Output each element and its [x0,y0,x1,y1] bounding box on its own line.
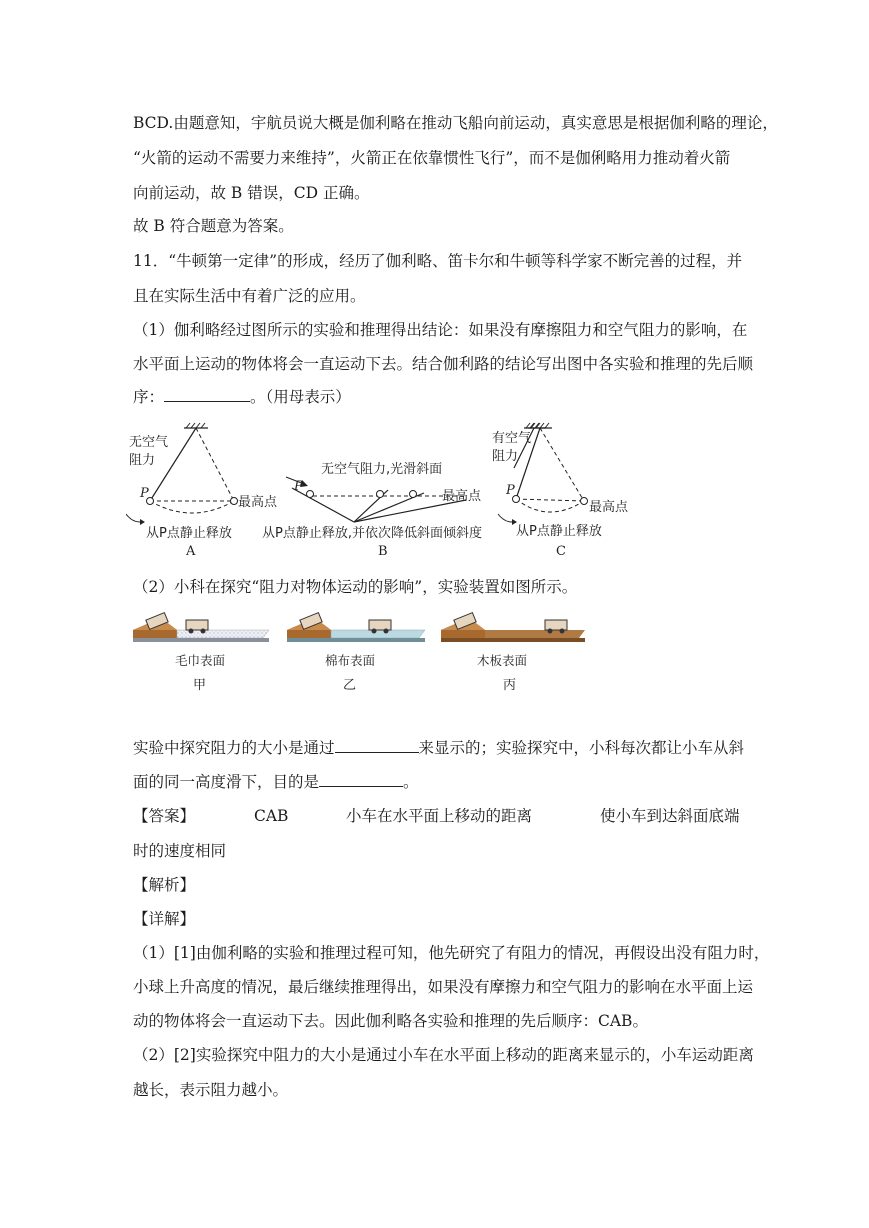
friction-surface-figure [133,608,588,700]
surface-label: 乙 [343,678,357,693]
galileo-experiment-c-figure [488,418,648,568]
text-fragment: 来显示的；实验探究中，小科每次都让小车从斜 [418,739,745,757]
text-line: BCD.由题意知，宇航员说大概是伽利略在推动飞船向前运动，真实意思是根据伽利略的理论， [133,114,778,132]
answer-blank [319,772,403,787]
text-line [133,772,419,792]
figure-label: 无空气 [129,435,169,450]
point-p-label: P [294,479,303,494]
figure-label: 阻力 [129,453,156,468]
text-line: “火箭的运动不需要力来维持”，火箭正在依靠惯性飞行”，而不是伽俐略用力推动着火箭 [133,149,731,167]
text-fragment: 面的同一高度滑下，目的是 [133,773,320,791]
text-line: （1）[1]由伽利略的实验和推理过程可知，他先研究了有阻力的情况，再假设出没有阻力时， [133,944,770,962]
answer-blank [164,387,250,402]
text-fragment: 。 [403,773,419,791]
text-fragment: 序： [133,388,165,406]
wood-surface-setup [441,613,585,693]
text-line: 动的物体将会一直运动下去。因此伽利略各实验和推理的先后顺序：CAB。 [133,1012,648,1030]
release-label: 从P点静止释放 [146,526,232,541]
answer-2: 小车在水平面上移动的距离 [346,807,533,825]
surface-label: 甲 [193,678,207,693]
text-line: （2）小科在探究“阻力对物体运动的影响”，实验装置如图所示。 [133,578,578,596]
figure-label: 有空气 [492,431,532,446]
figure-b-label: B [378,544,388,559]
towel-surface-setup [133,613,269,693]
text-line: 越长，表示阻力越小。 [133,1081,289,1099]
text-line: 水平面上运动的物体将会一直运动下去。结合伽利路的结论写出图中各实验和推理的先后顺 [133,355,754,373]
highest-point-label: 最高点 [442,489,482,504]
text-line: 时的速度相同 [133,842,227,860]
figure-label: 无空气阻力,光滑斜面 [321,462,443,477]
text-line [133,387,351,407]
text-line: 小球上升高度的情况，最后继续推理得出，如果没有摩擦力和空气阻力的影响在水平面上运 [133,978,754,996]
answer-blank [335,738,419,753]
figure-label: 阻力 [492,449,519,464]
text-line: 故 B 符合题意为答案。 [133,217,294,235]
surface-label: 丙 [503,678,517,693]
surface-name: 木板表面 [477,653,528,668]
text-line: （1）伽利略经过图所示的实验和推理得出结论：如果没有摩擦阻力和空气阻力的影响，在 [133,321,748,339]
highest-point-label: 最高点 [238,495,278,510]
figure-c-label: C [556,544,566,559]
highest-point-label: 最高点 [589,500,629,515]
release-label: 从P点静止释放,并依次降低斜面倾斜度 [262,526,482,541]
surface-name: 毛巾表面 [175,653,226,668]
answer-3: 使小车到达斜面底端 [600,807,740,825]
text-line: （2）[2]实验探究中阻力的大小是通过小车在水平面上移动的距离来显示的，小车运动距离 [133,1046,754,1064]
experiment-b [262,461,482,559]
text-fragment: 。（用母表示） [250,388,351,406]
galileo-experiment-figure [126,418,546,568]
answer-1: CAB [254,807,289,825]
detail-heading: 【详解】 [133,910,196,928]
figure-a-label: A [186,544,196,559]
point-p-label: P [140,486,149,501]
text-fragment: 实验中探究阻力的大小是通过 [133,739,335,757]
answer-row [133,806,743,826]
text-line: 向前运动，故 B 错误，CD 正确。 [133,184,370,202]
experiment-a [126,423,278,559]
point-p-label: P [506,483,515,498]
text-line: 且在实际生活中有着广泛的应用。 [133,287,366,305]
analysis-heading: 【解析】 [133,876,196,894]
cotton-surface-setup [287,613,425,693]
surface-name: 棉布表面 [325,653,376,668]
release-label: 从P点静止释放 [516,524,602,539]
answer-label: 【答案】 [133,807,196,825]
question-11-line: 11．“牛顿第一定律”的形成，经历了伽利略、笛卡尔和牛顿等科学家不断完善的过程，并 [133,252,743,270]
text-line [133,738,744,758]
